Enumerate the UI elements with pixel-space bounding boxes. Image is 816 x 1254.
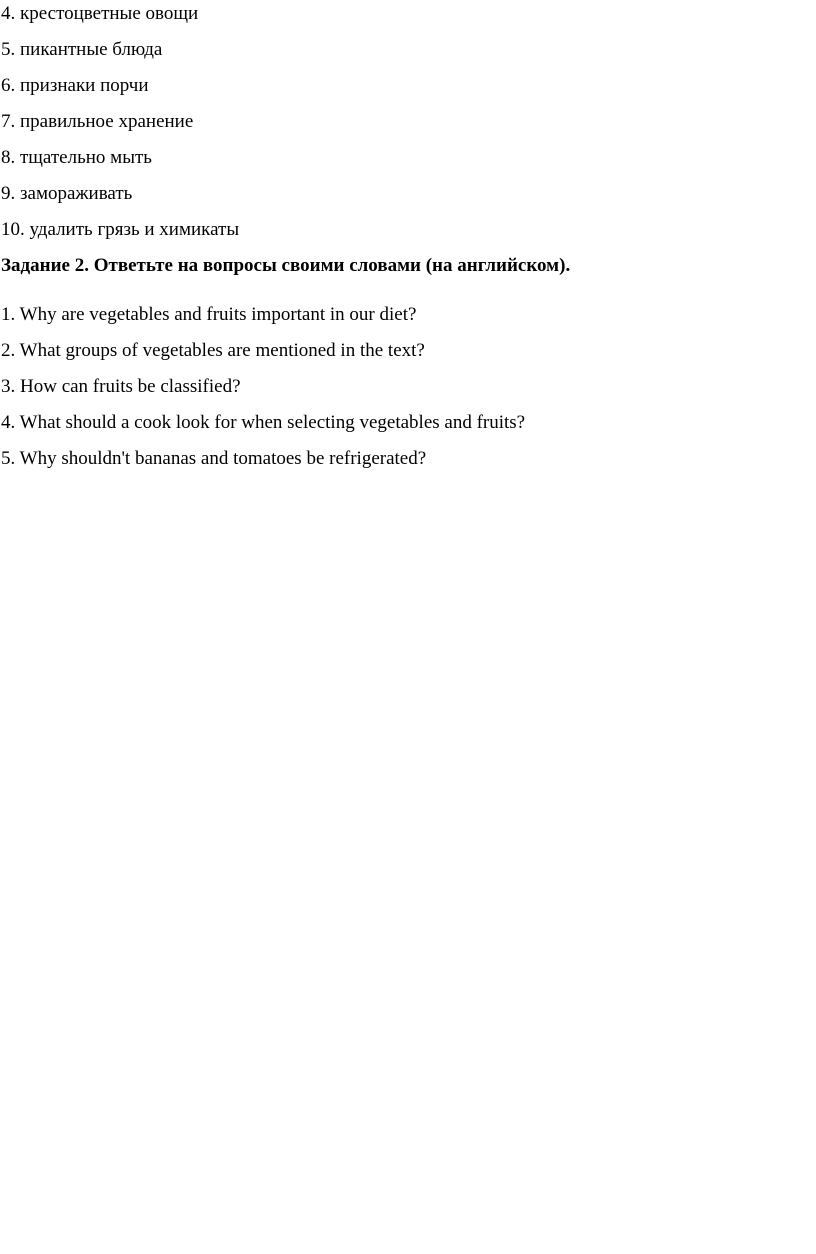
vocab-item: 6. признаки порчи [1,75,149,96]
vocab-item: 4. крестоцветные овощи [1,3,199,24]
vocab-item: 10. удалить грязь и химикаты [1,219,240,240]
vocab-item: 5. пикантные блюда [1,39,163,60]
question-item: 1. Why are vegetables and fruits important in our diet? [1,304,417,325]
vocab-item: 9. замораживать [1,183,133,204]
vocab-item: 8. тщательно мыть [1,147,152,168]
question-item: 5. Why shouldn't bananas and tomatoes be refrigerated? [1,448,427,469]
question-item: 3. How can fruits be classified? [1,376,241,397]
question-item: 4. What should a cook look for when selecting vegetables and fruits? [1,412,526,433]
vocab-item: 7. правильное хранение [1,111,194,132]
question-item: 2. What groups of vegetables are mentioned in the text? [1,340,425,361]
task-heading: Задание 2. Ответьте на вопросы своими словами (на английском). [1,255,571,276]
